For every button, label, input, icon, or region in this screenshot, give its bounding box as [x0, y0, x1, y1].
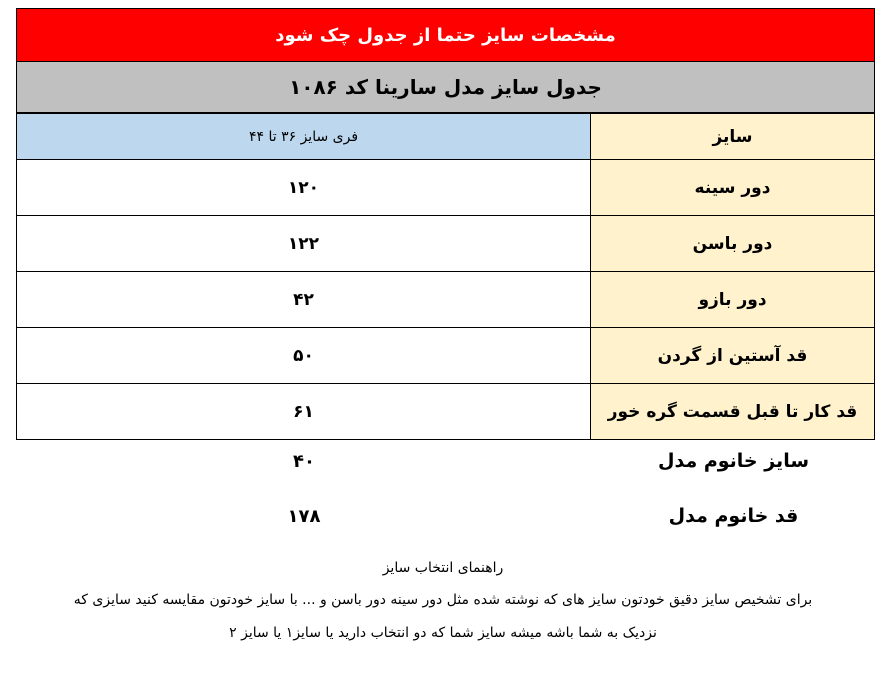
- model-size-row: [16, 435, 875, 487]
- row-value: ۶۱: [17, 384, 591, 440]
- row-label: دور بازو: [591, 272, 875, 328]
- row-label: قد آستین از گردن: [591, 328, 875, 384]
- value-header: فری سایز ۳۶ تا ۴۴: [17, 114, 591, 160]
- size-chart: [16, 8, 875, 440]
- row-value: ۱۲۰: [17, 160, 591, 216]
- size-table: [16, 113, 875, 440]
- model-height-row: [16, 490, 875, 542]
- model-size-value: ۴۰: [293, 450, 315, 472]
- model-size-label: سایز خانوم مدل: [657, 450, 810, 472]
- row-label: دور سینه: [591, 160, 875, 216]
- guide-title: راهنمای انتخاب سایز: [382, 560, 504, 576]
- guide-line-1: برای تشخیص سایز دقیق خودتون سایز های که نوشته شده مثل دور سینه دور باسن و ... با سایز خودتون مقایسه کنید سایزی که: [73, 592, 813, 608]
- table-row: [17, 160, 875, 216]
- row-value: ۵۰: [17, 328, 591, 384]
- table-row: [17, 384, 875, 440]
- row-label: قد کار تا قبل قسمت گره خور: [591, 384, 875, 440]
- guide-line-2: نزدیک به شما باشه میشه سایز شما که دو انتخاب دارید یا سایز۱ یا سایز ۲: [229, 625, 657, 641]
- row-value: ۱۲۲: [17, 216, 591, 272]
- row-value: ۴۲: [17, 272, 591, 328]
- table-header-row: [17, 114, 875, 160]
- table-row: [17, 328, 875, 384]
- row-label: دور باسن: [591, 216, 875, 272]
- warning-banner: مشخصات سایز حتما از جدول چک شود: [16, 8, 875, 62]
- table-row: [17, 272, 875, 328]
- table-title: جدول سایز مدل سارینا کد ۱۰۸۶: [16, 62, 875, 113]
- table-row: [17, 216, 875, 272]
- label-header: سایز: [591, 114, 875, 160]
- model-height-value: ۱۷۸: [287, 505, 321, 527]
- model-height-label: قد خانوم مدل: [668, 505, 799, 527]
